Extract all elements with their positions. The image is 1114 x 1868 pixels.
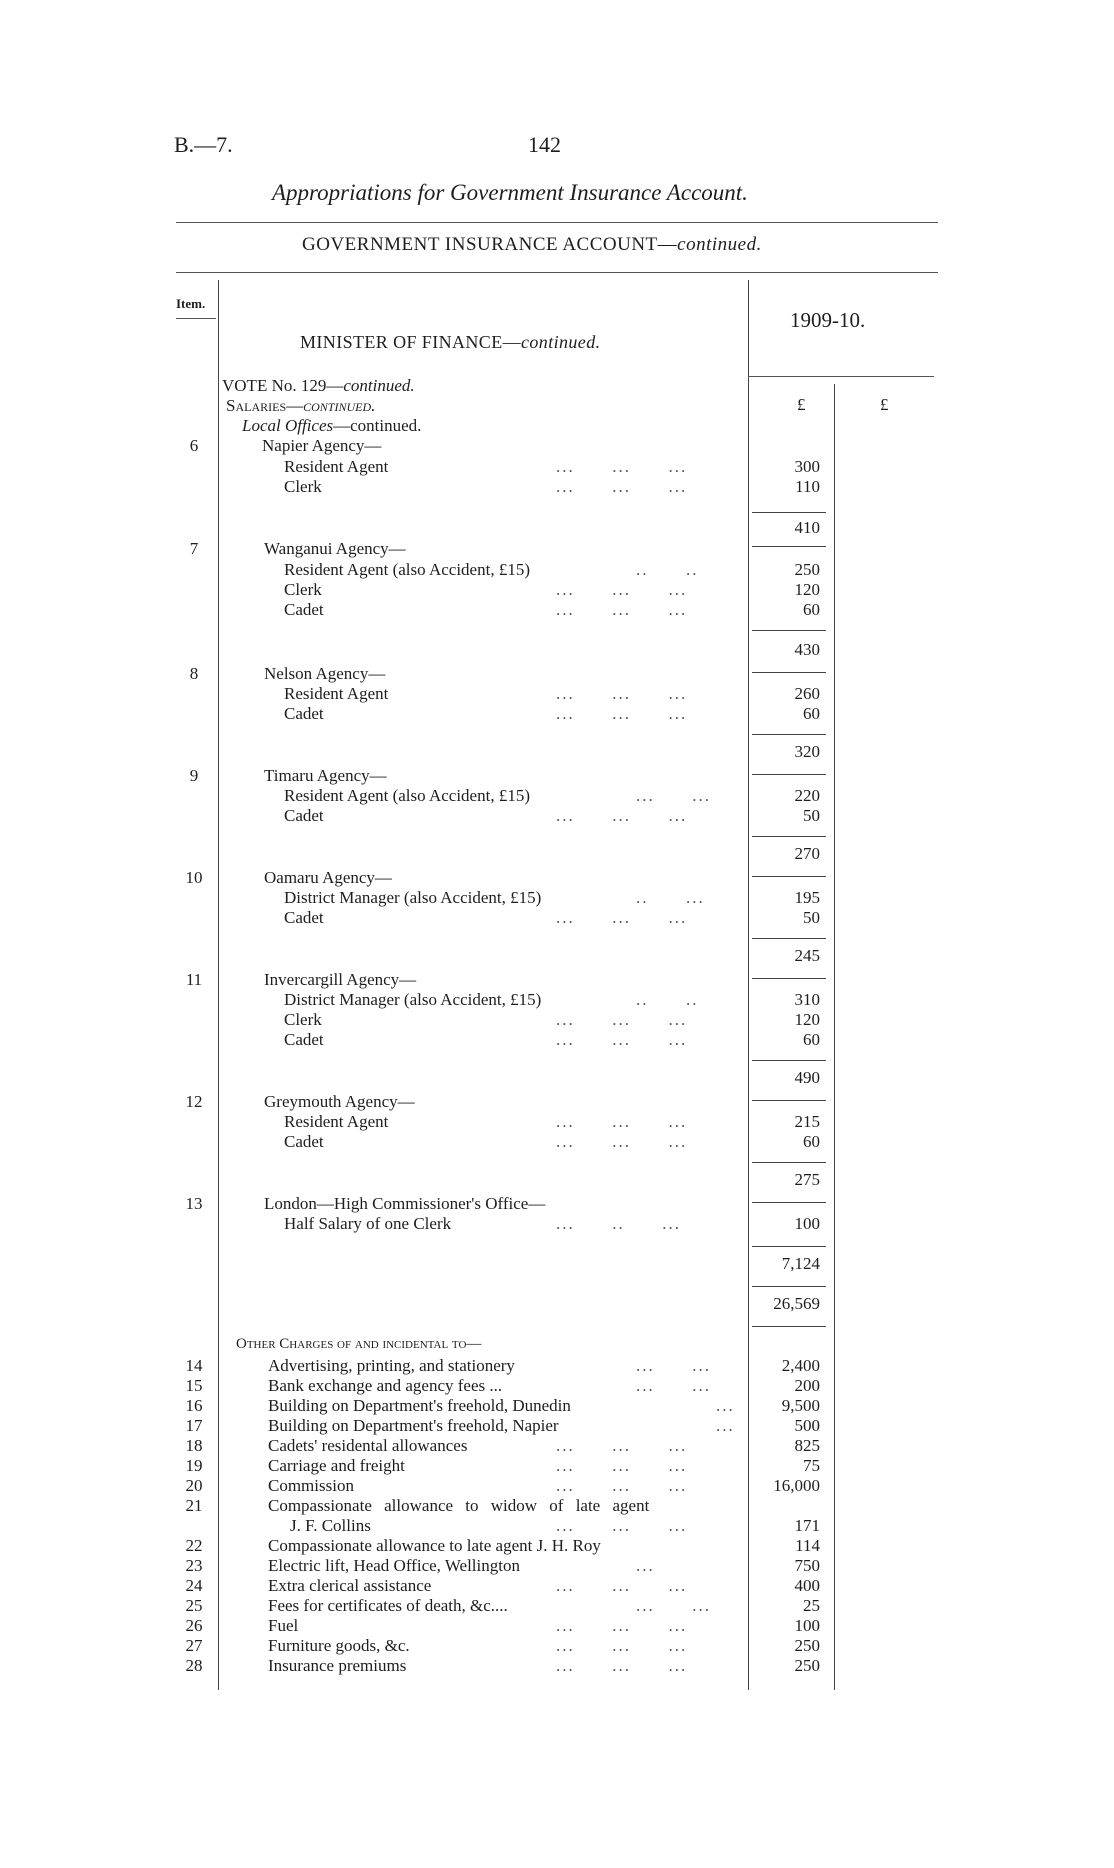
section-subtitle: GOVERNMENT INSURANCE ACCOUNT—continued. (302, 234, 762, 255)
total-rule (752, 1326, 826, 1327)
total-rule (752, 512, 826, 513)
total-rule (752, 734, 826, 735)
agency-heading: 12 Greymouth Agency— (185, 1092, 415, 1111)
table-row: 16 Building on Department's freehold, Dunedin ... 9,500 (185, 1396, 820, 1415)
table-row: 17 Building on Department's freehold, Napier ... 500 (185, 1416, 820, 1435)
agency-heading: 8 Nelson Agency— (189, 664, 386, 683)
table-row: 28 Insurance premiums ... ... ... 250 (185, 1656, 820, 1675)
agency-total: 410 (794, 518, 820, 537)
table-row: Cadet ... ... ... 60 (284, 704, 820, 723)
agency-heading: 13 London—High Commissioner's Office— (185, 1194, 546, 1213)
page-number: 142 (528, 132, 561, 157)
table-row: 27 Furniture goods, &c. ... ... ... 250 (185, 1636, 820, 1655)
table-row: Resident Agent (also Accident, £15) .. .. 250 (284, 560, 820, 579)
total-rule (752, 1246, 826, 1247)
table-row: Clerk ... ... ... 120 (284, 1010, 820, 1029)
agency-total: 245 (794, 946, 820, 965)
table-row: 15 Bank exchange and agency fees ... ... ... 200 (185, 1376, 820, 1395)
agency-heading: 10 Oamaru Agency— (185, 868, 392, 887)
agency-heading: 7 Wanganui Agency— (189, 539, 406, 558)
agency-heading: 6 Napier Agency— (189, 436, 382, 455)
table-row: Resident Agent ... ... ... 215 (284, 1112, 820, 1131)
table-row: Resident Agent ... ... ... 300 (284, 457, 820, 476)
item-header-rule (176, 318, 216, 319)
year-header: 1909-10. (790, 308, 866, 332)
page-title: Appropriations for Government Insurance Account. (272, 180, 748, 205)
agency-total: 275 (794, 1170, 820, 1189)
table-row: Clerk ... ... ... 110 (284, 477, 820, 496)
table-row: 22 Compassionate allowance to late agent J. H. Roy 114 (185, 1536, 820, 1555)
total-rule (752, 1162, 826, 1163)
local-offices-heading: Local Offices—continued. (242, 416, 422, 435)
table-row: 26 Fuel ... ... ... 100 (185, 1616, 820, 1635)
agency-total: 270 (794, 844, 820, 863)
table-row-continuation: J. F. Collins ... ... ... 171 (290, 1516, 820, 1535)
table-row: 18 Cadets' residental allowances ... ... ... 825 (185, 1436, 820, 1455)
table-row: District Manager (also Accident, £15) .. .. 310 (284, 990, 820, 1009)
table-row: 24 Extra clerical assistance ... ... ... 400 (185, 1576, 820, 1595)
table-row: 23 Electric lift, Head Office, Wellington ... 750 (185, 1556, 820, 1575)
table-row: Resident Agent ... ... ... 260 (284, 684, 820, 703)
table-row: Cadet ... ... ... 60 (284, 600, 820, 619)
pound-sign-totals: £ (880, 395, 889, 414)
table-row: 25 Fees for certificates of death, &c.... ... ... 25 (185, 1596, 820, 1615)
table-row: Cadet ... ... ... 50 (284, 806, 820, 825)
table-row: Cadet ... ... ... 60 (284, 1132, 820, 1151)
table-row: Resident Agent (also Accident, £15) ... ... 220 (284, 786, 820, 805)
table-row: 14 Advertising, printing, and stationery ... ... 2,400 (185, 1356, 820, 1375)
total-rule (752, 1060, 826, 1061)
agency-total: 490 (794, 1068, 820, 1087)
table-row: 20 Commission ... ... ... 16,000 (185, 1476, 820, 1495)
total-rule (752, 1286, 826, 1287)
document-reference: B.—7. (174, 132, 233, 157)
pound-sign-subitems: £ (797, 395, 806, 414)
other-charges-heading: Other Charges of and incidental to— (236, 1336, 482, 1352)
salaries-subtotal: 26,569 (773, 1294, 820, 1313)
total-rule (752, 836, 826, 837)
table-row: 19 Carriage and freight ... ... ... 75 (185, 1456, 820, 1475)
table-row: Clerk ... ... ... 120 (284, 580, 820, 599)
table-row: Half Salary of one Clerk ... .. ... 100 (284, 1214, 820, 1233)
local-offices-subtotal: 7,124 (781, 1254, 820, 1273)
header-rule-bottom (176, 272, 938, 273)
agency-total: 430 (794, 640, 820, 659)
table-row: District Manager (also Accident, £15) .. ... 195 (284, 888, 820, 907)
table-row: Cadet ... ... ... 50 (284, 908, 820, 927)
item-column-header: Item. (176, 296, 206, 311)
agency-total: 320 (794, 742, 820, 761)
agency-heading: 11 Invercargill Agency— (185, 970, 417, 989)
vote-heading: VOTE No. 129—continued. (222, 376, 415, 395)
agency-heading: 9 Timaru Agency— (189, 766, 387, 785)
total-rule (752, 630, 826, 631)
total-rule (752, 938, 826, 939)
header-rule-top (176, 222, 938, 223)
minister-heading: MINISTER OF FINANCE—continued. (300, 332, 601, 352)
salaries-heading: Salaries—continued. (226, 396, 376, 415)
table-row: Cadet ... ... ... 60 (284, 1030, 820, 1049)
table-row: 21 Compassionate allowance to widow of late agent (185, 1496, 650, 1515)
